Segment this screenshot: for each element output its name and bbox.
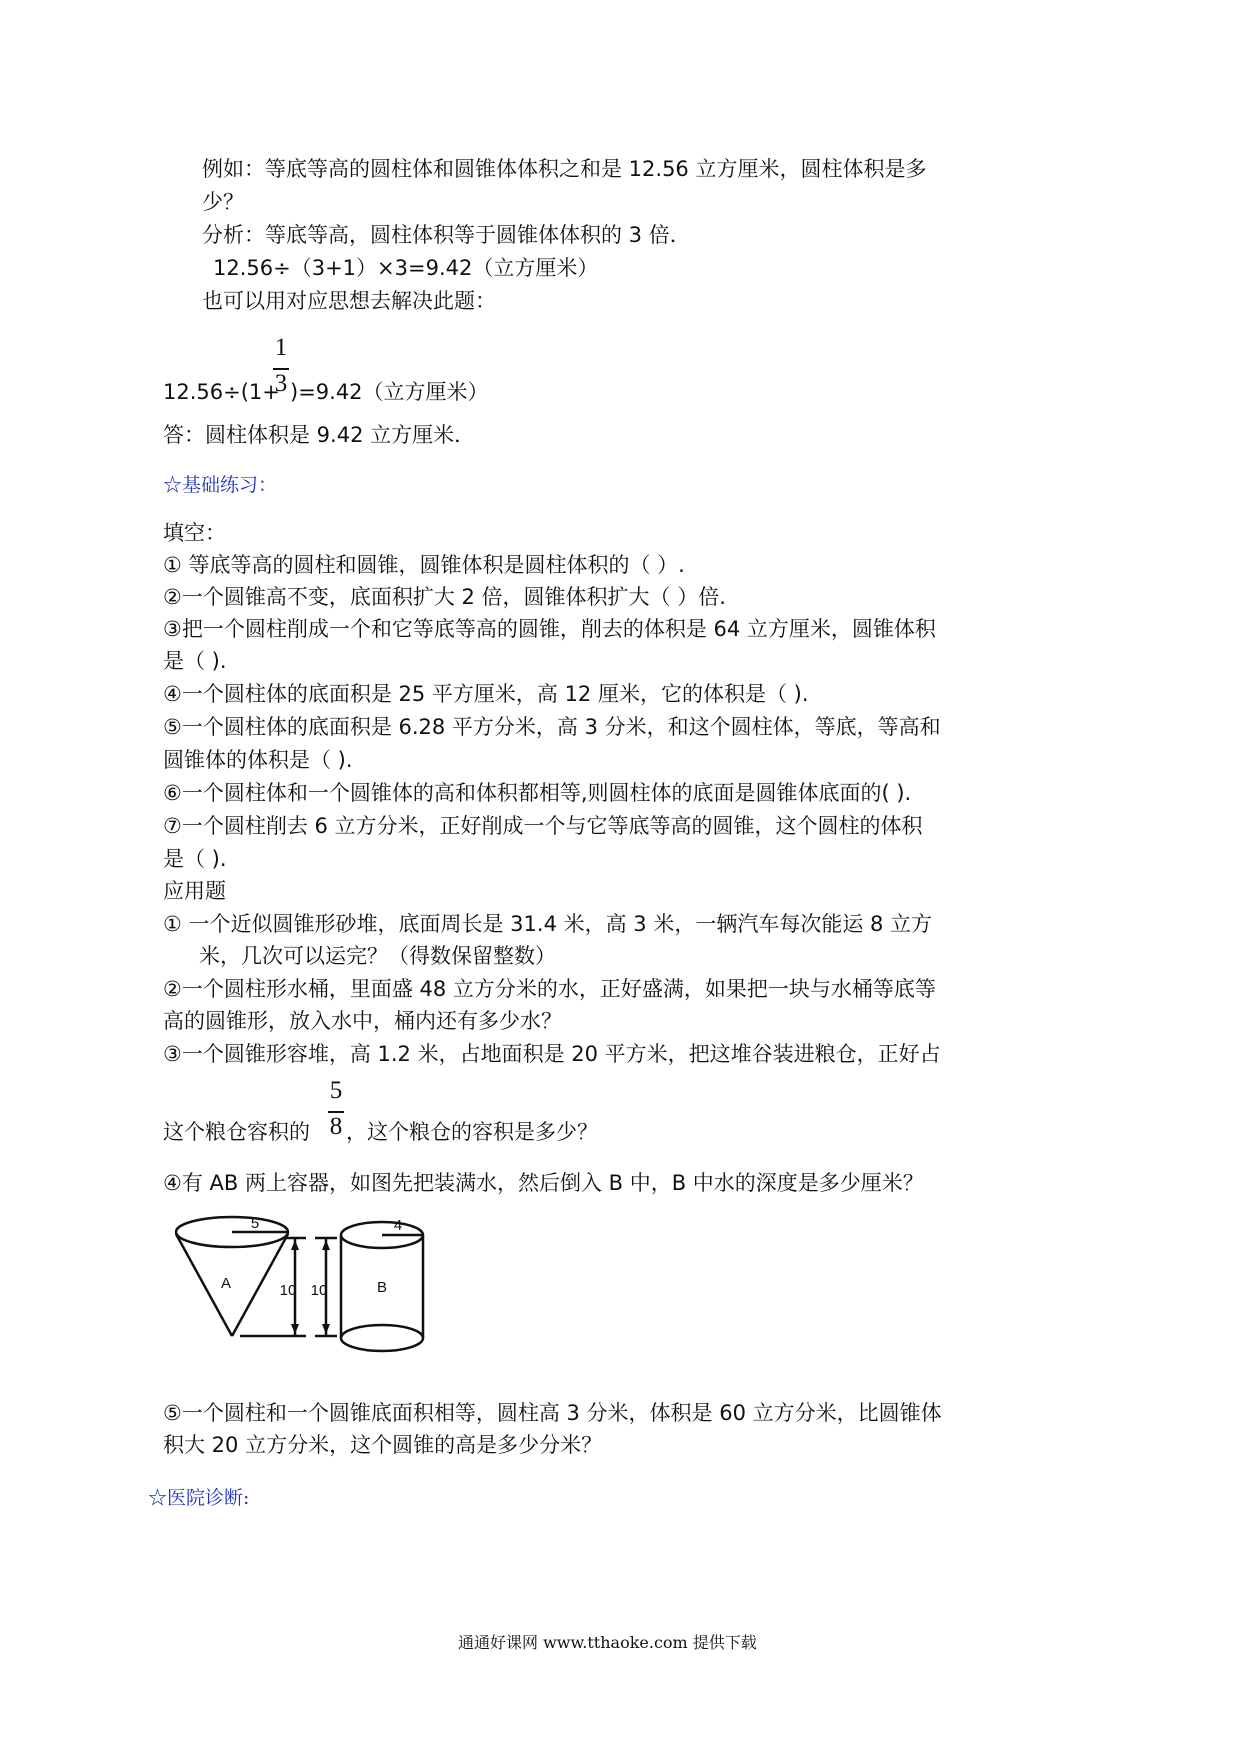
app-q1-line-1: ① 一个近似圆锥形砂堆，底面周长是 31.4 米，高 3 米，一辆汽车每次能运 8 立方 [163, 912, 933, 936]
cylinder-radius-label: 4 [393, 1217, 403, 1234]
calculation-2-suffix: )=9.42（立方厘米） [290, 380, 489, 404]
app-q3-line-1: ③一个圆锥形容堆，高 1.2 米，占地面积是 20 平方米，把这堆谷装进粮仓，正好占 [163, 1042, 941, 1066]
app-q4: ④有 AB 两上容器，如图先把装满水，然后倒入 B 中，B 中水的深度是多少厘米？ [163, 1171, 924, 1195]
fill-q6: ⑥一个圆柱体和一个圆锥体的高和体积都相等,则圆柱体的底面是圆锥体底面的( ). [163, 781, 912, 805]
fill-q4: ④一个圆柱体的底面积是 25 平方厘米，高 12 厘米，它的体积是（ ). [163, 682, 809, 706]
example-line-1: 例如：等底等高的圆柱体和圆锥体体积之和是 12.56 立方厘米，圆柱体积是多 [202, 157, 927, 181]
fill-q5-line-1: ⑤一个圆柱体的底面积是 6.28 平方分米，高 3 分米，和这个圆柱体，等底，等高和 [163, 715, 941, 739]
example-line-2: 少？ [202, 190, 244, 214]
page-footer: 通通好课网 www.tthaoke.com 提供下载 [458, 1633, 757, 1652]
height-a-arrow-bottom [291, 1324, 299, 1334]
cylinder-label: B [376, 1279, 388, 1296]
cylinder-bottom-ellipse [341, 1325, 423, 1351]
diagnosis-heading: ☆医院诊断: [148, 1487, 250, 1509]
fill-q2: ②一个圆锥高不变，底面积扩大 2 倍，圆锥体积扩大（ ）倍. [163, 585, 726, 609]
analysis-line: 分析：等底等高，圆柱体积等于圆锥体体积的 3 倍． [202, 223, 691, 247]
height-a-arrow-top [291, 1240, 299, 1250]
cone-label: A [220, 1275, 232, 1292]
app-q3-line-2-suffix: ，这个粮仓的容积是多少？ [346, 1120, 598, 1144]
fraction-five-eighths-denominator: 8 [329, 1113, 343, 1140]
app-q5-line-2: 积大 20 立方分米，这个圆锥的高是多少分米？ [163, 1433, 603, 1457]
calculation-2-prefix: 12.56÷(1+ [163, 380, 280, 404]
app-q3-line-2-prefix: 这个粮仓容积的 [163, 1120, 310, 1144]
fraction-one-third-numerator: 1 [274, 334, 288, 361]
fill-blank-title: 填空： [163, 521, 226, 545]
app-q2-line-2: 高的圆锥形，放入水中，桶内还有多少水？ [163, 1009, 562, 1033]
height-b-arrow-top [322, 1240, 330, 1250]
cone-radius-label: 5 [250, 1215, 260, 1232]
app-q5-line-1: ⑤一个圆柱和一个圆锥底面积相等，圆柱高 3 分米，体积是 60 立方分米，比圆锥体 [163, 1401, 942, 1425]
fraction-one-third-denominator: 3 [274, 370, 288, 397]
fill-q1: ① 等底等高的圆柱和圆锥，圆锥体积是圆柱体积的（ ）. [163, 553, 685, 577]
height-b-arrow-bottom [322, 1324, 330, 1334]
fraction-five-eighths-numerator: 5 [329, 1077, 343, 1104]
fill-q3-line-2: 是（ ). [163, 649, 227, 673]
app-q1-line-2: 米，几次可以运完？（得数保留整数） [199, 944, 556, 968]
fill-q7-line-1: ⑦一个圆柱削去 6 立方分米，正好削成一个与它等底等高的圆锥，这个圆柱的体积 [163, 814, 923, 838]
fill-q7-line-2: 是（ ). [163, 847, 227, 871]
fill-q3-line-1: ③把一个圆柱削成一个和它等底等高的圆锥，削去的体积是 64 立方厘米，圆锥体积 [163, 617, 936, 641]
calculation-1: 12.56÷（3+1）×3=9.42（立方厘米） [213, 256, 599, 280]
height-a-label: 10 [279, 1282, 297, 1299]
cone-cylinder-figure [160, 1210, 440, 1360]
app-q2-line-1: ②一个圆柱形水桶，里面盛 48 立方分米的水，正好盛满，如果把一块与水桶等底等 [163, 977, 936, 1001]
fill-q5-line-2: 圆锥体的体积是（ ). [163, 748, 353, 772]
application-title: 应用题 [163, 879, 226, 903]
basic-practice-heading: ☆基础练习： [163, 474, 278, 496]
height-b-label: 10 [310, 1282, 328, 1299]
alternative-method: 也可以用对应思想去解决此题： [202, 289, 496, 313]
answer-line: 答：圆柱体积是 9.42 立方厘米． [163, 423, 476, 447]
